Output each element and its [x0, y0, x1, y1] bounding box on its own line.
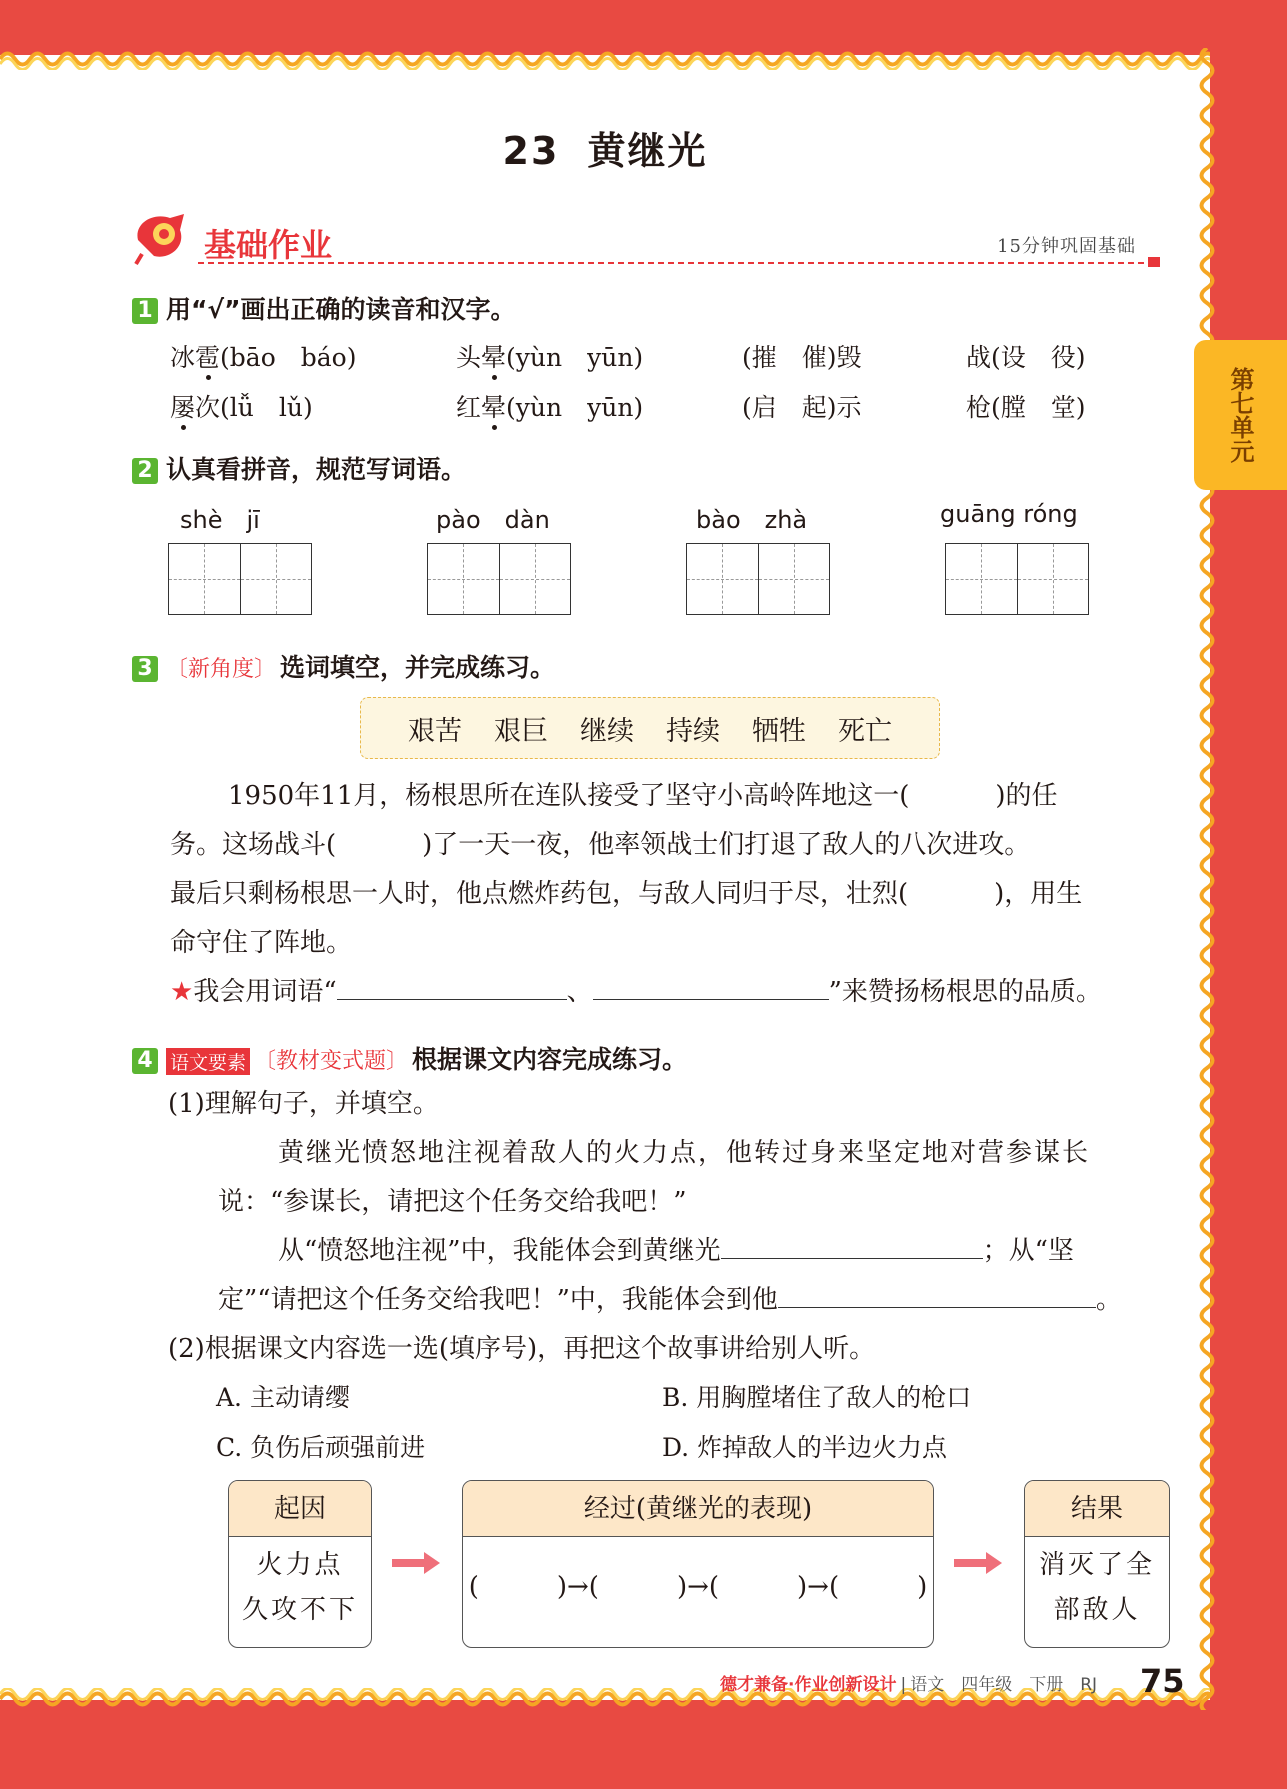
word-5: 牺牲 [752, 715, 806, 747]
arrow-right-icon [954, 1552, 1002, 1574]
q1-item-8[interactable]: 枪(膛 堂) [966, 393, 1086, 422]
right-wavy-border [1196, 48, 1218, 1710]
unit-side-tab[interactable]: 第七单元 [1194, 340, 1287, 490]
q4-title [132, 1040, 687, 1076]
q4-sub2: (2)根据课文内容选一选(填序号)，再把这个故事讲给别人听。 [168, 1334, 876, 1364]
q1-title-text: 用“√”画出正确的读音和汉字。 [166, 295, 516, 324]
q4-part1: (1)理解句子，并填空。 黄继光愤怒地注视着敌人的火力点，他转过身来坚定地对营参谋长 说：“参谋长，请把这个任务交给我吧！” 从“愤怒地注视”中，我能体会到黄继光 ；从“坚 定”“请把这个任务交给我吧！”中，我能体会到他 。 (2)根据课文内容选一选(填序号)，再把这个故事讲给别人听。 [168, 1080, 1168, 1374]
q2-title [132, 450, 466, 486]
flow-process-box [462, 1480, 934, 1648]
section-header [130, 210, 1170, 270]
writing-grid-1[interactable] [168, 543, 312, 615]
writing-grid-2[interactable] [427, 543, 571, 615]
q4-sub1: (1)理解句子，并填空。 [168, 1089, 439, 1119]
footer: 德才兼备·作业创新设计 | 语文 四年级 下册 RJ [720, 1675, 1098, 1695]
word-4: 持续 [666, 715, 720, 747]
dotted-char: 晕 [481, 393, 507, 422]
q1-item-5[interactable]: 屡次(lǚ lǔ) [170, 393, 313, 422]
q3-tag: 〔新角度〕 [166, 657, 277, 682]
word-1: 艰苦 [408, 715, 462, 747]
q2-number: 2 [132, 458, 158, 484]
q1-item-7[interactable]: (启 起)示 [742, 393, 862, 422]
flow-process-blanks[interactable]: ( )→( )→( )→( ) [468, 1572, 928, 1602]
q4-badge: 语文要素 [166, 1048, 250, 1075]
q1-item-1[interactable]: 冰雹(bāo báo) [170, 343, 357, 372]
megaphone-icon [130, 210, 194, 266]
option-d: D. 炸掉敌人的半边火力点 [662, 1433, 948, 1462]
answer-blank-3[interactable] [721, 1235, 983, 1259]
page-title [0, 120, 1210, 175]
footer-brand: 德才兼备·作业创新设计 [720, 1675, 897, 1695]
q1-item-3[interactable]: (摧 催)毁 [742, 343, 862, 372]
flow-cause-head: 起因 [229, 1481, 371, 1537]
q4-quote-line1: 黄继光愤怒地注视着敌人的火力点，他转过身来坚定地对营参谋长 [278, 1138, 1091, 1168]
pinyin-3: bào zhà [696, 506, 808, 534]
dotted-char: 屡 [170, 393, 196, 422]
divider-endcap [1148, 257, 1160, 267]
star-icon: ★ [170, 977, 194, 1007]
option-a: A. 主动请缨 [216, 1383, 350, 1412]
q1-title [132, 290, 516, 326]
word-bank [360, 697, 940, 759]
q4-tag: 〔教材变式题〕 [254, 1049, 409, 1074]
writing-grid-3[interactable] [686, 543, 830, 615]
q3-number: 3 [132, 656, 158, 682]
q1-item-4[interactable]: 战(设 役) [966, 343, 1086, 372]
word-2: 艰巨 [494, 715, 548, 747]
answer-blank-2[interactable] [593, 976, 829, 1000]
q3-title [132, 648, 555, 684]
top-wavy-border [0, 48, 1210, 70]
q3-star-line: ★我会用词语“ 、 ”来赞扬杨根思的品质。 [170, 977, 1102, 1007]
q3-title-text: 选词填空，并完成练习。 [280, 653, 556, 682]
section-label: 基础作业 [204, 226, 333, 264]
option-b: B. 用胸膛堵住了敌人的枪口 [662, 1383, 972, 1412]
q4-title-text: 根据课文内容完成练习。 [412, 1045, 688, 1074]
q4-quote-line2: 说：“参谋长，请把这个任务交给我吧！” [218, 1187, 687, 1217]
q1-item-2[interactable]: 头晕(yùn yūn) [456, 343, 644, 372]
footer-meta: 语文 四年级 下册 RJ [910, 1675, 1098, 1695]
dotted-char: 晕 [481, 343, 507, 372]
section-tagline: 15分钟巩固基础 [997, 236, 1136, 257]
dotted-char: 雹 [195, 343, 221, 372]
writing-grid-4[interactable] [945, 543, 1089, 615]
flow-process-head: 经过(黄继光的表现) [463, 1481, 933, 1537]
answer-blank-1[interactable] [337, 976, 567, 1000]
q1-item-6[interactable]: 红晕(yùn yūn) [456, 393, 644, 422]
pinyin-2: pào dàn [436, 506, 550, 534]
arrow-right-icon [392, 1552, 440, 1574]
page-number: 75 [1140, 1662, 1185, 1700]
q2-title-text: 认真看拼音，规范写词语。 [166, 455, 467, 484]
answer-blank-4[interactable] [778, 1284, 1096, 1308]
option-c: C. 负伤后顽强前进 [216, 1433, 426, 1462]
q1-number: 1 [132, 298, 158, 324]
pinyin-4: guāng róng [940, 500, 1078, 528]
flow-cause-box: 起因 火力点 久攻不下 [228, 1480, 372, 1648]
lesson-number: 23 [502, 129, 560, 173]
lesson-title: 黄继光 [587, 129, 708, 173]
word-6: 死亡 [838, 715, 892, 747]
pinyin-1: shè jī [180, 506, 260, 534]
word-3: 继续 [580, 715, 634, 747]
q4-number: 4 [132, 1048, 158, 1074]
q3-passage: 1950年11月，杨根思所在连队接受了坚守小高岭阵地这一( )的任 务。这场战斗( )了一天一夜，他率领战士们打退了敌人的八次进攻。 最后只剩杨根思一人时，他点燃炸药包，与敌人同归于尽，壮烈( )，用生 命守住了阵地。 ★我会用词语“ 、 ”来赞扬杨根思的品质。 [170, 772, 1170, 1017]
flow-result-box: 结果 消灭了全 部敌人 [1024, 1480, 1170, 1648]
section-divider [198, 262, 1154, 264]
flow-result-head: 结果 [1025, 1481, 1169, 1537]
